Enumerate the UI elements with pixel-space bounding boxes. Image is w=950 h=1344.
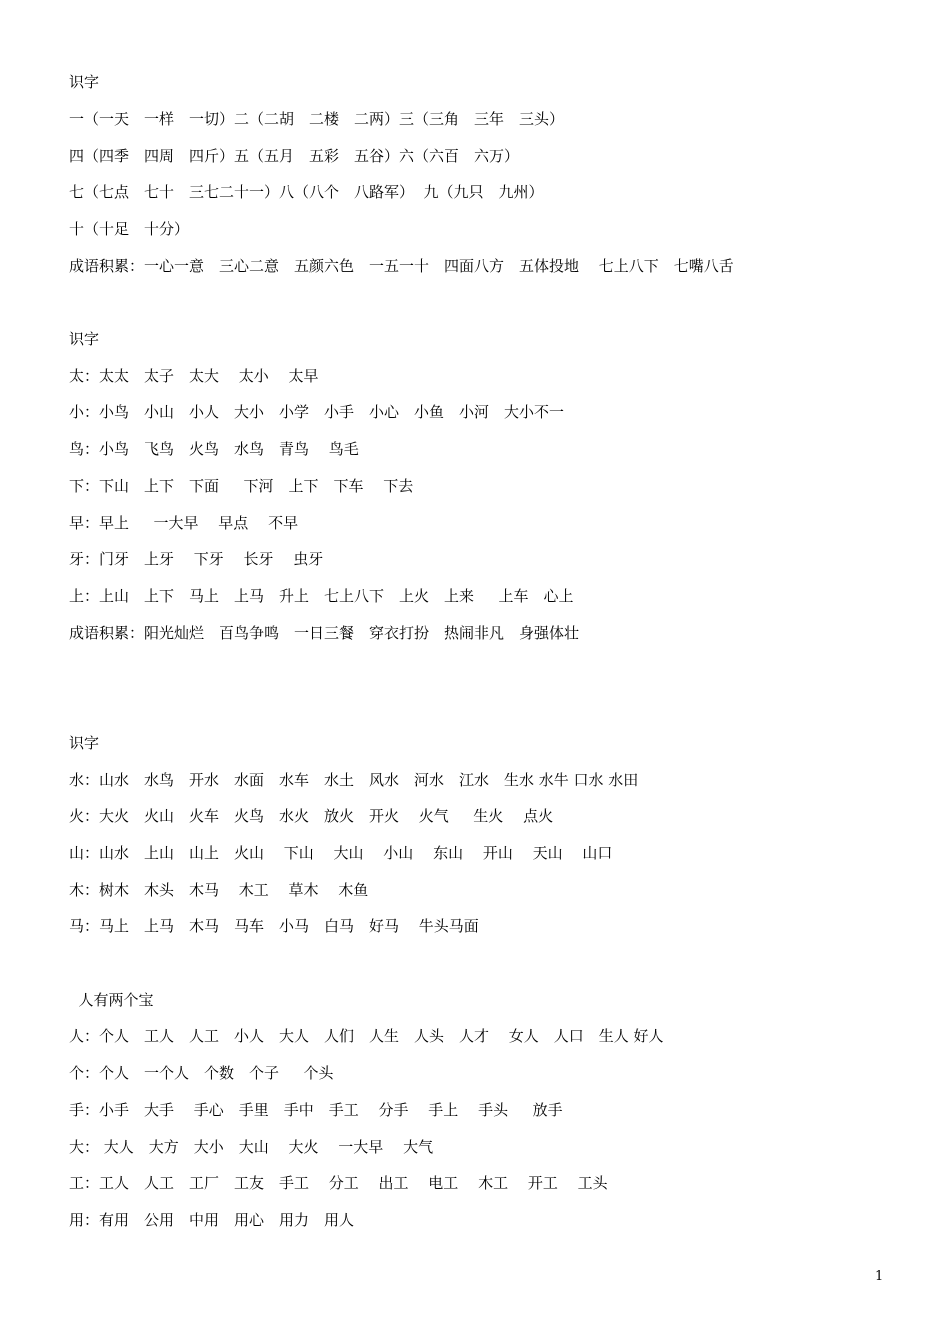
section-2-line-1: 太：太太 太子 太大 太小 太早 — [69, 367, 319, 385]
section-1-line-1: 一（一天 一样 一切）二（二胡 二楼 二两）三（三角 三年 三头） — [69, 110, 565, 128]
section-2-line-7: 上：上山 上下 马上 上马 升上 七上八下 上火 上来 上车 心上 — [69, 587, 574, 605]
section-1-title: 识字 — [69, 73, 100, 91]
page-number: 1 — [875, 1269, 884, 1284]
section-3-line-5: 马：马上 上马 木马 马车 小马 白马 好马 牛头马面 — [69, 917, 479, 935]
section-4-line-4: 大： 大人 大方 大小 大山 大火 一大早 大气 — [69, 1138, 434, 1156]
section-4-title: 人有两个宝 — [69, 991, 154, 1009]
section-1-line-2: 四（四季 四周 四斤）五（五月 五彩 五谷）六（六百 六万） — [69, 147, 520, 165]
section-3-line-3: 山：山水 上山 山上 火山 下山 大山 小山 东山 开山 天山 山口 — [69, 844, 613, 862]
section-3-line-1: 水：山水 水鸟 开水 水面 水车 水土 风水 河水 江水 生水 水牛 口水 水田 — [69, 771, 639, 789]
section-2-title: 识字 — [69, 330, 100, 348]
section-3-title: 识字 — [69, 734, 100, 752]
section-2-line-5: 早：早上 一大早 早点 不早 — [69, 514, 299, 532]
section-3-line-4: 木：树木 木头 木马 木工 草木 木鱼 — [69, 881, 369, 899]
section-2-line-6: 牙：门牙 上牙 下牙 长牙 虫牙 — [69, 550, 324, 568]
section-4-line-6: 用：有用 公用 中用 用心 用力 用人 — [69, 1211, 355, 1229]
section-2-line-2: 小：小鸟 小山 小人 大小 小学 小手 小心 小鱼 小河 大小不一 — [69, 403, 565, 421]
section-2-line-4: 下：下山 上下 下面 下河 上下 下车 下去 — [69, 477, 414, 495]
section-1-line-3: 七（七点 七十 三七二十一）八（八个 八路军） 九（九只 九州） — [69, 183, 544, 201]
section-3-line-2: 火：大火 火山 火车 火鸟 水火 放火 开火 火气 生火 点火 — [69, 807, 554, 825]
section-4-line-5: 工：工人 人工 工厂 工友 手工 分工 出工 电工 木工 开工 工头 — [69, 1174, 608, 1192]
section-4-line-1: 人：个人 工人 人工 小人 大人 人们 人生 人头 人才 女人 人口 生人 好人 — [69, 1027, 664, 1045]
section-2-line-3: 鸟：小鸟 飞鸟 火鸟 水鸟 青鸟 鸟毛 — [69, 440, 359, 458]
section-4-line-2: 个：个人 一个人 个数 个子 个头 — [69, 1064, 334, 1082]
section-4-line-3: 手：小手 大手 手心 手里 手中 手工 分手 手上 手头 放手 — [69, 1101, 563, 1119]
section-1-idioms: 成语积累：一心一意 三心二意 五颜六色 一五一十 四面八方 五体投地 七上八下 七嘴八舌 — [69, 257, 734, 275]
section-2-idioms: 成语积累：阳光灿烂 百鸟争鸣 一日三餐 穿衣打扮 热闹非凡 身强体壮 — [69, 624, 580, 642]
section-1-line-4: 十（十足 十分） — [69, 220, 190, 238]
